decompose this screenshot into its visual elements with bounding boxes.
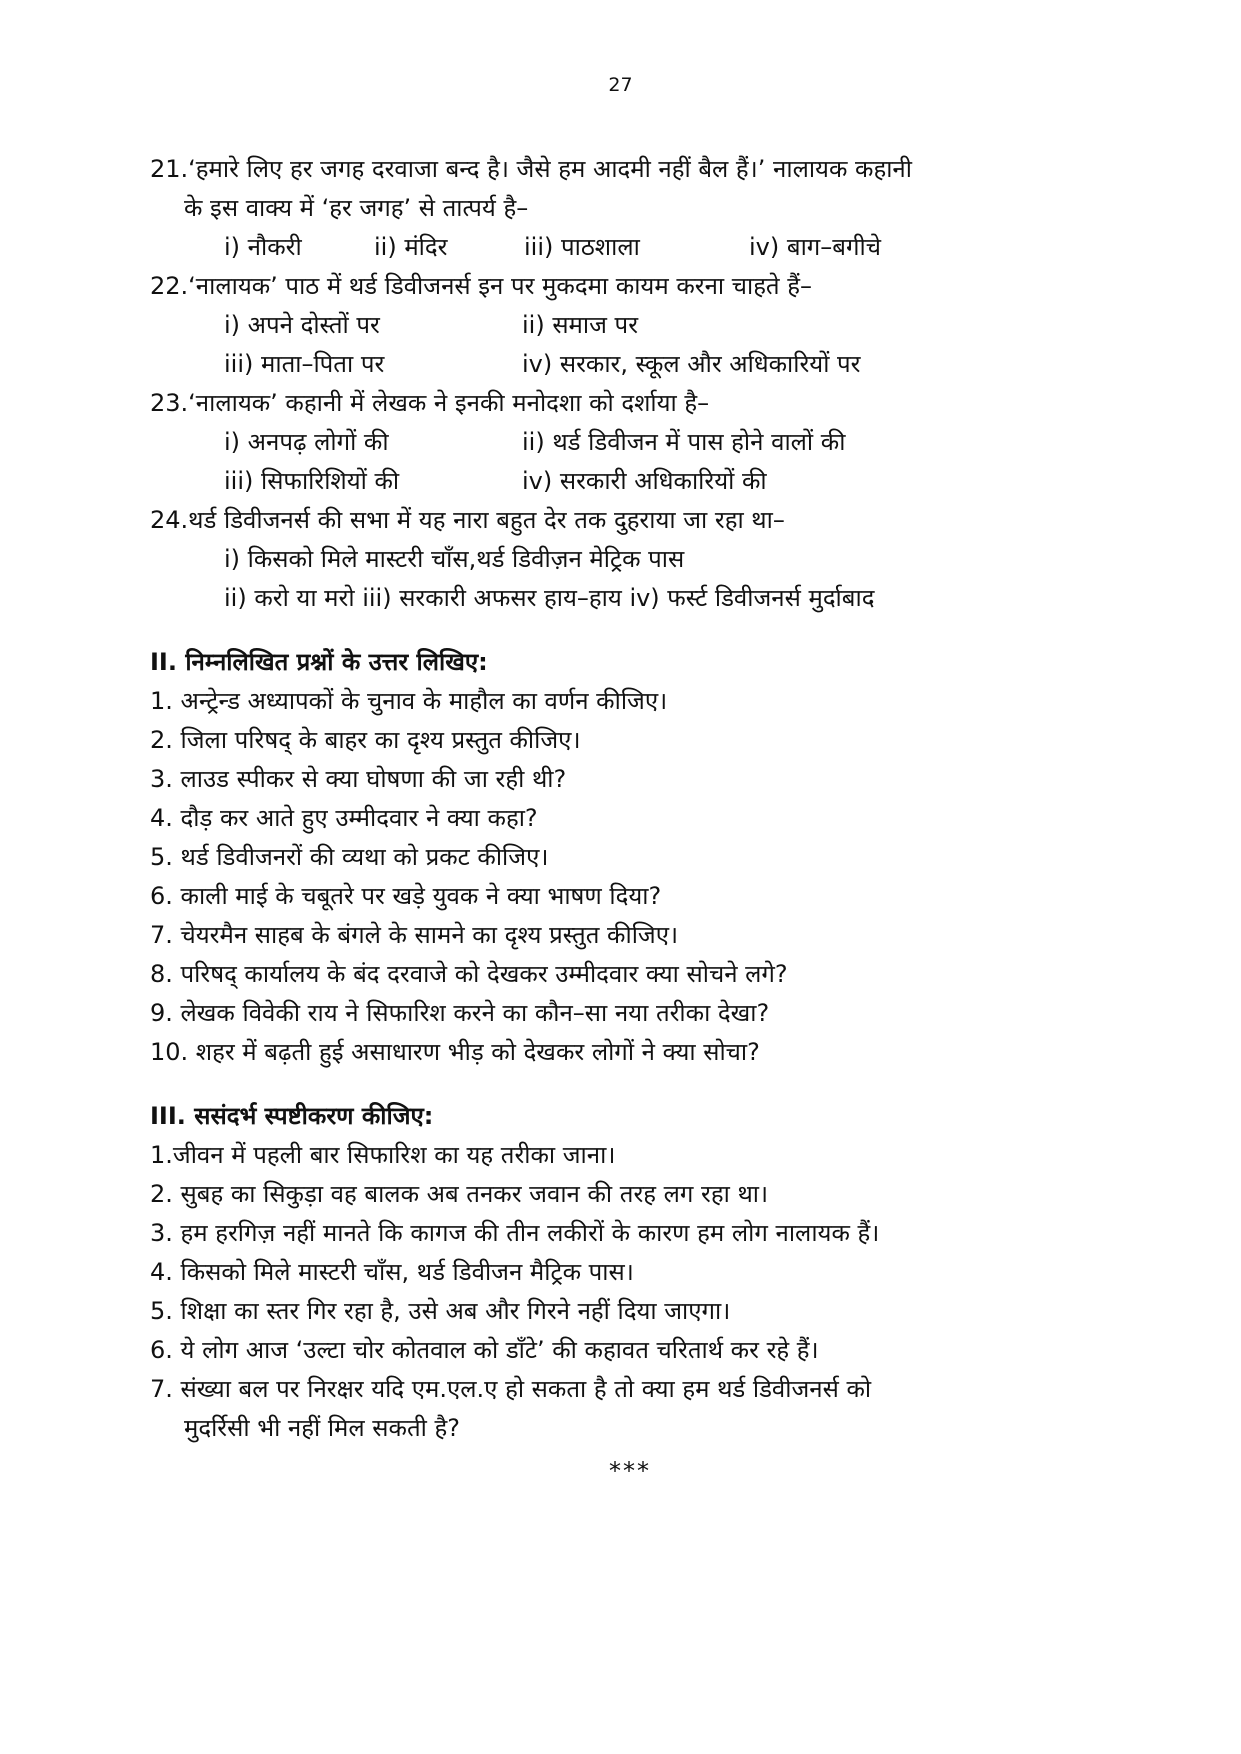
list-item: 1. अन्ट्रेन्ड अध्यापकों के चुनाव के माहौल का वर्णन कीजिए। [150, 687, 668, 715]
list-item: 9. लेखक विवेकी राय ने सिफारिश करने का कौन–सा नया तरीका देखा? [150, 999, 770, 1027]
question-21 [150, 150, 1110, 189]
option: i) अनपढ़ लोगों की [224, 428, 389, 456]
list-item: 1.जीवन में पहली बार सिफारिश का यह तरीका जाना। [150, 1141, 616, 1169]
list-item: 7. चेयरमैन साहब के बंगले के सामने का दृश्य प्रस्तुत कीजिए। [150, 921, 679, 949]
end-mark: *** [609, 1457, 651, 1485]
question-text: ‘नालायक’ कहानी में लेखक ने इनकी मनोदशा को दर्शाया है– [188, 389, 710, 417]
option: iii) पाठशाला [524, 233, 640, 261]
question-23 [150, 384, 1110, 423]
question-number: 21. [150, 155, 189, 183]
question-text: ‘हमारे लिए हर जगह दरवाजा बन्द है। जैसे हम आदमी नहीं बैल हैं।’ नालायक कहानी [188, 155, 912, 183]
list-item: 5. थर्ड डिवीजनरों की व्यथा को प्रकट कीजिए। [150, 843, 549, 871]
option: iii) सिफारिशियों की [224, 467, 400, 495]
option: i) अपने दोस्तों पर [224, 311, 380, 339]
options-line: i) किसको मिले मास्टरी चाँस,थर्ड डिवीज़न मेट्रिक पास [224, 545, 685, 573]
question-text: थर्ड डिवीजनर्स की सभा में यह नारा बहुत देर तक दुहराया जा रहा था– [188, 506, 785, 534]
options-row [150, 462, 1110, 501]
list-item: 5. शिक्षा का स्तर गिर रहा है, उसे अब और गिरने नहीं दिया जाएगा। [150, 1297, 731, 1325]
section-3-title: III. ससंदर्भ स्पष्टीकरण कीजिए: [150, 1102, 434, 1130]
list-item: 4. किसको मिले मास्टरी चाँस, थर्ड डिवीजन मैट्रिक पास। [150, 1258, 634, 1286]
list-item: 10. शहर में बढ़ती हुई असाधारण भीड़ को देखकर लोगों ने क्या सोचा? [150, 1038, 760, 1066]
page-number: 27 [608, 74, 633, 96]
option: ii) मंदिर [374, 233, 448, 261]
option: iii) माता–पिता पर [224, 350, 385, 378]
list-item: 6. ये लोग आज ‘उल्टा चोर कोतवाल को डाँटे’ की कहावत चरितार्थ कर रहे हैं। [150, 1336, 819, 1364]
question-number: 22. [150, 272, 189, 300]
question-22 [150, 267, 1110, 306]
options-row [150, 345, 1110, 384]
list-item: 3. लाउड स्पीकर से क्या घोषणा की जा रही थी? [150, 765, 567, 793]
option: i) नौकरी [224, 233, 302, 261]
list-item: 2. जिला परिषद् के बाहर का दृश्य प्रस्तुत कीजिए। [150, 726, 581, 754]
question-number: 24. [150, 506, 189, 534]
options-row [150, 306, 1110, 345]
option: iv) सरकार, स्कूल और अधिकारियों पर [522, 350, 861, 378]
list-item: 4. दौड़ कर आते हुए उम्मीदवार ने क्या कहा? [150, 804, 538, 832]
options-line: ii) करो या मरो iii) सरकारी अफसर हाय–हाय iv) फर्स्ट डिवीजनर्स मुर्दाबाद [224, 584, 875, 612]
question-24 [150, 501, 1110, 540]
list-item-continued: मुदर्रिसी भी नहीं मिल सकती है? [184, 1414, 460, 1442]
option: ii) थर्ड डिवीजन में पास होने वालों की [522, 428, 846, 456]
section-2-title: II. निम्नलिखित प्रश्नों के उत्तर लिखिए: [150, 648, 488, 676]
page-content [150, 150, 1110, 1491]
list-item: 8. परिषद् कार्यालय के बंद दरवाजे को देखकर उम्मीदवार क्या सोचने लगे? [150, 960, 788, 988]
list-item: 3. हम हरगिज़ नहीं मानते कि कागज की तीन लकीरों के कारण हम लोग नालायक हैं। [150, 1219, 880, 1247]
list-item: 7. संख्या बल पर निरक्षर यदि एम.एल.ए हो सकता है तो क्या हम थर्ड डिवीजनर्स को [150, 1375, 872, 1403]
option: iv) सरकारी अधिकारियों की [522, 467, 767, 495]
option: ii) समाज पर [522, 311, 639, 339]
list-item: 6. काली माई के चबूतरे पर खड़े युवक ने क्या भाषण दिया? [150, 882, 662, 910]
options-row [150, 228, 1110, 267]
question-text-continued: के इस वाक्य में ‘हर जगह’ से तात्पर्य है– [184, 194, 529, 222]
option: iv) बाग–बगीचे [749, 233, 881, 261]
question-number: 23. [150, 389, 189, 417]
options-row [150, 423, 1110, 462]
question-text: ‘नालायक’ पाठ में थर्ड डिवीजनर्स इन पर मुकदमा कायम करना चाहते हैं– [188, 272, 812, 300]
list-item: 2. सुबह का सिकुड़ा वह बालक अब तनकर जवान की तरह लग रहा था। [150, 1180, 769, 1208]
